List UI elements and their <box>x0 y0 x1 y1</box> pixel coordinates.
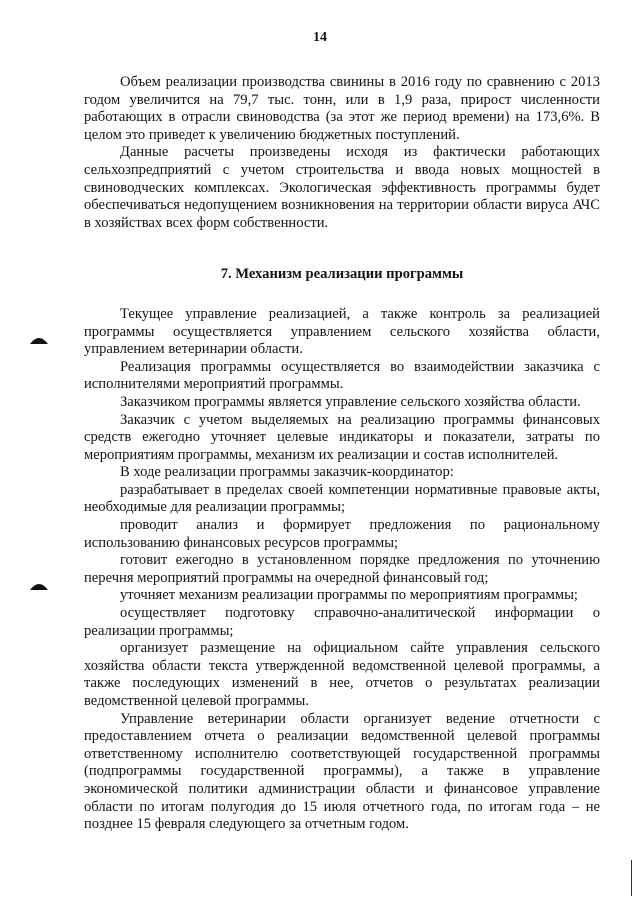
paragraph: В ходе реализации программы заказчик-координатор: <box>120 464 454 481</box>
list-item: организует размещение на официальном сайте управления сельского хозяйства области текста утвержденной ведомственной целевой программы, а также последующих изменений в нее, отчетов о результатах реализации ведомственной целевой программы. <box>84 640 600 709</box>
list-item: готовит ежегодно в установленном порядке предложения по уточнению перечня мероприятий программы на очередной финансовый год; <box>84 552 600 586</box>
list-item: проводит анализ и формирует предложения по рациональному использованию финансовых ресурсов программы; <box>84 517 600 551</box>
document-body <box>84 74 600 834</box>
binder-hole-mark-bottom <box>30 580 48 590</box>
paragraph: Реализация программы осуществляется во взаимодействии заказчика с исполнителями мероприятий программы. <box>84 358 600 393</box>
page-number: 14 <box>313 30 327 45</box>
list-item: осуществляет подготовку справочно-аналитической информации о реализации программы; <box>84 605 600 639</box>
binder-hole-mark-top <box>30 334 48 344</box>
list-item: уточняет механизм реализации программы по мероприятиям программы; <box>120 587 578 604</box>
scan-edge-line <box>631 860 632 896</box>
paragraph: Управление ветеринарии области организует ведение отчетности с предоставлением отчета о реализации ведомственной целевой программы ответственному исполнителю соответствующей государственной программы (подпрограммы государственной программы), а также в управление экономической политики администрации области и финансовое управление области по итогам полугодия до 15 июля отчетного года, по итогам года – не позднее 15 февраля следующего за отчетным годом. <box>84 710 600 833</box>
paragraph: Данные расчеты произведены исходя из фактически работающих сельхозпредприятий с учетом строительства и ввода новых мощностей в свиноводческих комплексах. Экологическая эффективность программы будет обеспечиваться недопущением возникновения на территории области вируса АЧС в хозяйствах всех форм собственности. <box>84 144 600 231</box>
paragraph: Заказчиком программы является управление сельского хозяйства области. <box>120 393 581 410</box>
paragraph: Объем реализации производства свинины в 2016 году по сравнению с 2013 годом увеличится на 79,7 тыс. тонн, или в 1,9 раза, прирост численности работающих в отрасли свиноводства (за этот же период времени) на 173,6%. В целом это приведет к увеличению бюджетных поступлений. <box>84 74 600 143</box>
paragraph: Текущее управление реализацией, а также контроль за реализацией программы осуществляется управлением сельского хозяйства области, управлением ветеринарии области. <box>84 305 600 358</box>
list-item: разрабатывает в пределах своей компетенции нормативные правовые акты, необходимые для реализации программы; <box>84 481 600 516</box>
paragraph: Заказчик с учетом выделяемых на реализацию программы финансовых средств ежегодно уточняет целевые индикаторы и показатели, затраты по мероприятиям программы, механизм их реализации и состав исполнителей. <box>84 411 600 463</box>
section-title: 7. Механизм реализации программы <box>220 266 464 283</box>
